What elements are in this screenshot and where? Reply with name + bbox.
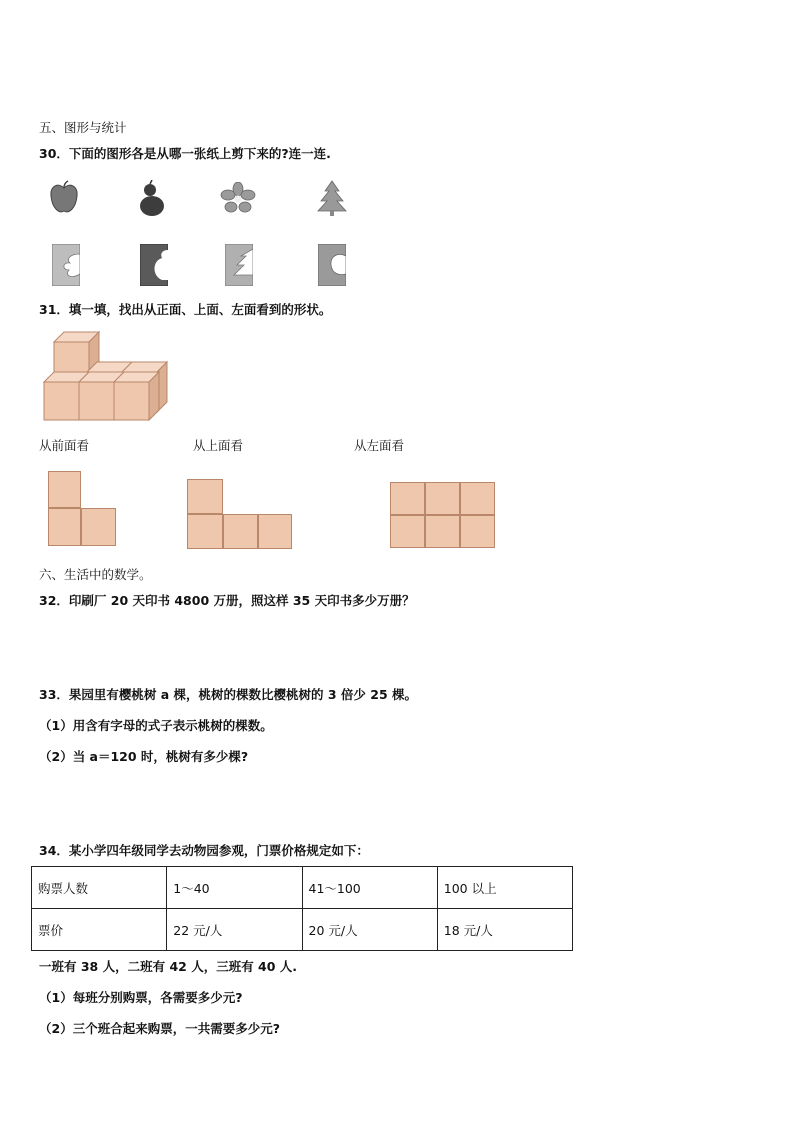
question-33: 33．果园里有樱桃树 a 棵，桃树的棵数比樱桃树的 3 倍少 25 棵。 <box>39 687 418 702</box>
table-row <box>32 867 573 909</box>
question-34-part-2: （2）三个班合起来购票，一共需要多少元? <box>39 1021 280 1036</box>
view-square <box>81 508 116 546</box>
view-square <box>460 482 495 515</box>
view-square <box>460 515 495 548</box>
paper-cutout-tree <box>225 244 253 286</box>
table-cell: 票价 <box>32 909 167 951</box>
table-cell: 20 元/人 <box>302 909 437 951</box>
table-cell: 22 元/人 <box>167 909 302 951</box>
table-cell: 购票人数 <box>32 867 167 909</box>
tree-icon <box>316 180 348 216</box>
left-view-label: 从左面看 <box>354 438 405 453</box>
view-square <box>390 482 425 515</box>
section-title-6: 六、生活中的数学。 <box>39 567 152 582</box>
table-cell: 41～100 <box>302 867 437 909</box>
view-square <box>48 471 81 508</box>
table-cell: 100 以上 <box>437 867 572 909</box>
question-34-part-1: （1）每班分别购票，各需要多少元? <box>39 990 243 1005</box>
view-square <box>223 514 258 549</box>
view-square <box>187 514 223 549</box>
question-31: 31．填一填，找出从正面、上面、左面看到的形状。 <box>39 302 332 317</box>
section-title-5: 五、图形与统计 <box>39 120 127 135</box>
view-square <box>187 479 223 514</box>
question-33-part-2: （2）当 a＝120 时，桃树有多少棵? <box>39 749 249 764</box>
ticket-price-table <box>31 866 573 951</box>
top-view-label: 从上面看 <box>193 438 244 453</box>
question-34-class-sizes: 一班有 38 人，二班有 42 人，三班有 40 人. <box>39 959 298 974</box>
table-row <box>32 909 573 951</box>
gourd-icon <box>137 180 167 218</box>
flower-icon <box>220 182 256 214</box>
table-cell: 18 元/人 <box>437 909 572 951</box>
view-square <box>48 508 81 546</box>
question-33-part-1: （1）用含有字母的式子表示桃树的棵数。 <box>39 718 273 733</box>
paper-cutout-apple <box>318 244 346 286</box>
view-square <box>425 515 460 548</box>
front-view-label: 从前面看 <box>39 438 90 453</box>
apple-icon <box>48 180 80 216</box>
paper-cutout-flower <box>52 244 80 286</box>
view-square <box>390 515 425 548</box>
question-30: 30．下面的图形各是从哪一张纸上剪下来的?连一连. <box>39 146 331 161</box>
view-square <box>425 482 460 515</box>
question-34: 34．某小学四年级同学去动物园参观，门票价格规定如下： <box>39 843 369 858</box>
paper-cutout-gourd <box>140 244 168 286</box>
table-cell: 1～40 <box>167 867 302 909</box>
cube-arrangement-figure <box>42 330 172 422</box>
view-square <box>258 514 292 549</box>
question-32: 32．印刷厂 20 天印书 4800 万册，照这样 35 天印书多少万册？ <box>39 593 415 608</box>
